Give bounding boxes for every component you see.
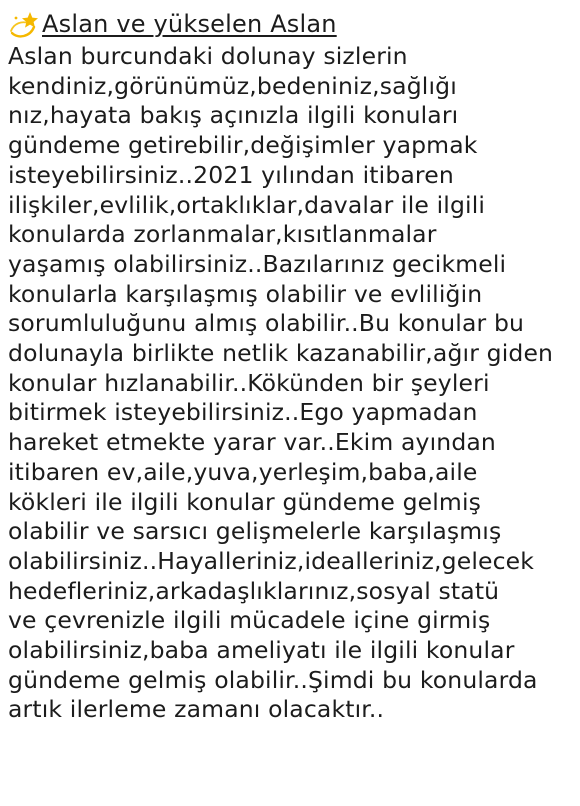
- post-content: [8, 6, 574, 725]
- body-line: itibaren ev,aile,yuva,yerleşim,baba,aile: [8, 457, 478, 486]
- post-title-row: [8, 6, 574, 42]
- body-line: nız,hayata bakış açınızla ilgili konuları: [8, 101, 459, 130]
- body-line: konularla karşılaşmış olabilir ve evliliğin: [8, 279, 483, 308]
- body-line: bitirmek isteyebilirsiniz..Ego yapmadan: [8, 398, 478, 427]
- body-line: kökleri ile ilgili konular gündeme gelmiş: [8, 487, 482, 516]
- body-line: konularda zorlanmalar,kısıtlanmalar: [8, 220, 437, 249]
- body-line: gündeme getirebilir,değişimler yapmak: [8, 131, 478, 160]
- body-line: olabilirsiniz..Hayalleriniz,idealleriniz,gelecek: [8, 546, 535, 575]
- dizzy-star-icon: [8, 9, 40, 39]
- post-title: Aslan ve yükselen Aslan: [42, 10, 337, 38]
- body-line: yaşamış olabilirsiniz..Bazılarınız gecikmeli: [8, 249, 507, 278]
- body-line: kendiniz,görünümüz,bedeniniz,sağlığı: [8, 71, 457, 100]
- body-line: hareket etmekte yarar var..Ekim ayından: [8, 428, 496, 457]
- post-body: [8, 42, 574, 725]
- body-line: hedefleriniz,arkadaşlıklarınız,sosyal statü: [8, 576, 500, 605]
- body-line: gündeme gelmiş olabilir..Şimdi bu konularda: [8, 665, 538, 694]
- body-line: olabilirsiniz,baba ameliyatı ile ilgili konular: [8, 636, 515, 665]
- body-line: ve çevrenizle ilgili mücadele içine girmiş: [8, 606, 491, 635]
- body-line: olabilir ve sarsıcı gelişmelerle karşılaşmış: [8, 517, 502, 546]
- body-line: artık ilerleme zamanı olacaktır..: [8, 695, 385, 724]
- body-line: sorumluluğunu almış olabilir..Bu konular bu: [8, 309, 525, 338]
- body-line: konular hızlanabilir..Kökünden bir şeyleri: [8, 368, 490, 397]
- body-line: dolunayla birlikte netlik kazanabilir,ağır giden: [8, 339, 554, 368]
- body-line: isteyebilirsiniz..2021 yılından itibaren: [8, 160, 454, 189]
- body-line: Aslan burcundaki dolunay sizlerin: [8, 42, 408, 70]
- body-line: ilişkiler,evlilik,ortaklıklar,davalar ile ilgili: [8, 190, 486, 219]
